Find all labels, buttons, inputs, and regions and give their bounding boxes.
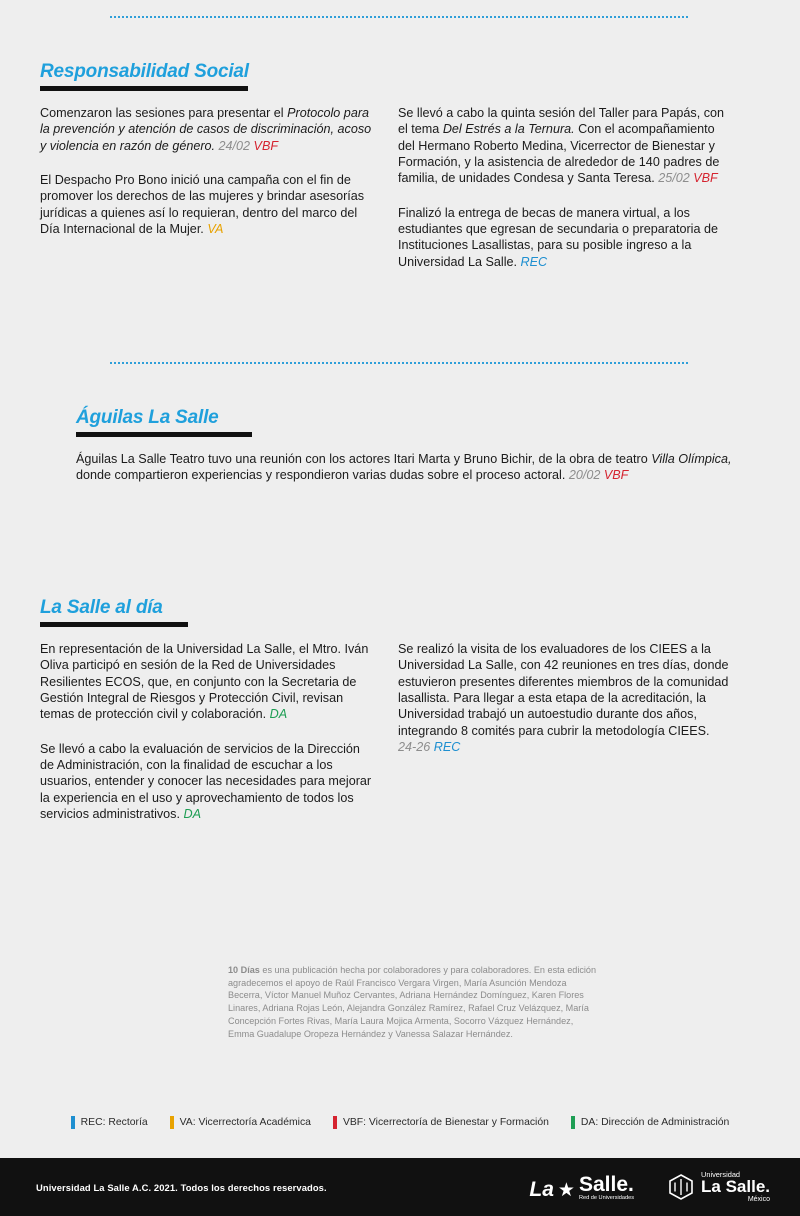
page-footer — [0, 1158, 800, 1216]
logo-line-universidad: Universidad — [701, 1169, 741, 1179]
paragraph — [40, 641, 372, 723]
section-title: Responsabilidad Social — [40, 61, 249, 82]
legend-label: VBF: Vicerrectoría de Bienestar y Formación — [342, 1116, 549, 1128]
column-right — [398, 641, 730, 823]
paragraph-italic: Protocolo para la prevención y atención de casos de discriminación, acoso y violencia en razón de género. — [40, 105, 372, 153]
logo-text-block — [701, 1171, 770, 1204]
legend-item-va — [170, 1116, 311, 1129]
two-column-body — [40, 105, 760, 270]
footer-copyright: Universidad La Salle A.C. 2021. Todos los derechos reservados. — [36, 1181, 327, 1193]
entry-date: 24/02 — [218, 138, 251, 153]
paragraph-text: En representación de la Universidad La Salle, el Mtro. Iván Oliva participó en sesión de la Red de Universidades Resilientes ECOS, que, en conjunto con la Secretaria de Gestión Integral de Riesgos y Protección Civil, revisan temas de protección civil y colaboración. — [40, 641, 369, 722]
two-column-body — [40, 641, 760, 823]
paragraph-text: Águilas La Salle Teatro tuvo una reunión con los actores Itari Marta y Bruno Bichir, de la obra de teatro — [76, 451, 652, 466]
entry-tag: VBF — [693, 171, 718, 186]
section-underline — [40, 86, 248, 91]
paragraph-text-post: donde compartieron experiencias y respondieron varias dudas sobre el proceso actoral. — [76, 468, 566, 483]
logo-universidad-la-salle-mexico — [668, 1171, 770, 1204]
footer-logos — [529, 1171, 770, 1204]
paragraph-text: Comenzaron las sesiones para presentar el — [40, 105, 288, 120]
legend-label: VA: Vicerrectoría Académica — [179, 1116, 311, 1128]
legend-color-swatch-va — [170, 1116, 174, 1129]
section-title: Águilas La Salle — [76, 407, 219, 428]
paragraph-text: Se llevó a cabo la quinta sesión del Taller para Papás, con el tema — [398, 105, 725, 137]
entry-tag: DA — [183, 807, 201, 822]
legend-label: REC: Rectoría — [80, 1116, 148, 1128]
legend-bar — [0, 1105, 800, 1139]
single-column-body — [76, 451, 732, 484]
dotted-separator-middle — [110, 362, 688, 364]
entry-date: 20/02 — [568, 468, 601, 483]
entry-tag: VA — [207, 222, 224, 237]
logo-text-salle: Salle. — [578, 1172, 634, 1196]
paragraph-text: Se realizó la visita de los evaluadores de los CIEES a la Universidad La Salle, con 42 reuniones en tres días, donde estuvieron presentes diferentes miembros de la comunidad lasallista. Para llegar a esta etapa de la acreditación, la Universidad trabajó un autoestudio durante dos años, integrando 8 comités para cubrir la metodología CIEES. — [398, 641, 729, 738]
entry-tag: VBF — [603, 468, 629, 483]
paragraph — [398, 205, 730, 270]
paragraph — [40, 741, 372, 823]
paragraph — [398, 641, 730, 756]
logo-line-mexico: México — [747, 1196, 770, 1204]
entry-date: 24-26 — [398, 740, 431, 755]
column-left — [40, 105, 372, 270]
logo-text-la: La — [529, 1178, 554, 1202]
entry-tag: REC — [433, 740, 461, 755]
section-responsabilidad-social — [40, 62, 760, 270]
credits-lead: 10 Días — [228, 965, 260, 975]
paragraph-text: El Despacho Pro Bono inició una campaña con el fin de promover los derechos de las mujeres y brindar asesorías jurídicas a quienes así lo requieran, dentro del marco del Día Internacional de la Mujer. — [40, 172, 365, 237]
column-right — [398, 105, 730, 270]
legend-color-swatch-da — [571, 1116, 575, 1129]
paragraph-text-post: Con el acompañamiento del Hermano Roberto Medina, Vicerrector de Bienestar y Formación, y la asistencia de alrededor de 140 padres de familia, de unidades Condesa y Santa Teresa. — [398, 122, 720, 186]
entry-tag: VBF — [253, 138, 279, 153]
la-salle-shield-icon — [668, 1174, 694, 1200]
entry-tag: REC — [520, 254, 548, 269]
credits-block — [228, 964, 600, 1040]
legend-item-vbf — [333, 1116, 549, 1129]
entry-date: 25/02 — [658, 171, 690, 186]
section-aguilas-la-salle — [76, 408, 766, 484]
paragraph — [40, 172, 372, 237]
legend-label: DA: Dirección de Administración — [580, 1116, 730, 1128]
credits-text: es una publicación hecha por colaboradores y para colaboradores. En esta edición agradecemos el apoyo de Raúl Francisco Vergara Virgen, María Asunción Mendoza Becerra, Víctor Manuel Muñoz Cervantes, Adriana Hernández Domínguez, Karen Flores Linares, Adriana Rojas León, Alejandra González Ramírez, Rafael Cruz Velázquez, María Concepción Fortes Rivas, María Laura Mojica Armenta, Socorro Vázquez Hernández, Emma Guadalupe Oropeza Hernández y Vanessa Salazar Hernández. — [228, 965, 597, 1039]
entry-tag: DA — [269, 707, 288, 722]
star-icon: ★ — [557, 1180, 575, 1202]
section-title: La Salle al día — [40, 597, 163, 618]
logo-la-salle-red-universidades — [529, 1174, 634, 1200]
legend-color-swatch-rec — [71, 1116, 75, 1129]
section-underline — [76, 432, 252, 437]
paragraph-text: Finalizó la entrega de becas de manera virtual, a los estudiantes que egresan de secundaria o preparatoria de Instituciones Lasallistas, para su posible ingreso a la Universidad La Salle. — [398, 205, 718, 269]
paragraph — [398, 105, 730, 187]
legend-color-swatch-vbf — [333, 1116, 337, 1129]
section-underline — [40, 622, 188, 627]
column-left — [40, 641, 372, 823]
paragraph-italic: Villa Olímpica, — [651, 451, 732, 466]
paragraph-italic: Del Estrés a la Ternura. — [442, 122, 575, 137]
paragraph — [76, 451, 732, 484]
logo-line-la-salle: La Salle. — [701, 1177, 770, 1197]
paragraph — [40, 105, 372, 154]
legend-item-da — [571, 1116, 729, 1129]
section-la-salle-al-dia — [40, 598, 760, 822]
dotted-separator-top — [110, 16, 688, 18]
logo-subtext-red: Red de Universidades — [578, 1194, 635, 1201]
paragraph-text: Se llevó a cabo la evaluación de servicios de la Dirección de Administración, con la finalidad de escuchar a los usuarios, entender y conocer las necesidades para mejorar la experiencia en el uso y aprovechamiento de todos los servicios administrativos. — [40, 741, 372, 822]
legend-item-rec — [71, 1116, 148, 1129]
